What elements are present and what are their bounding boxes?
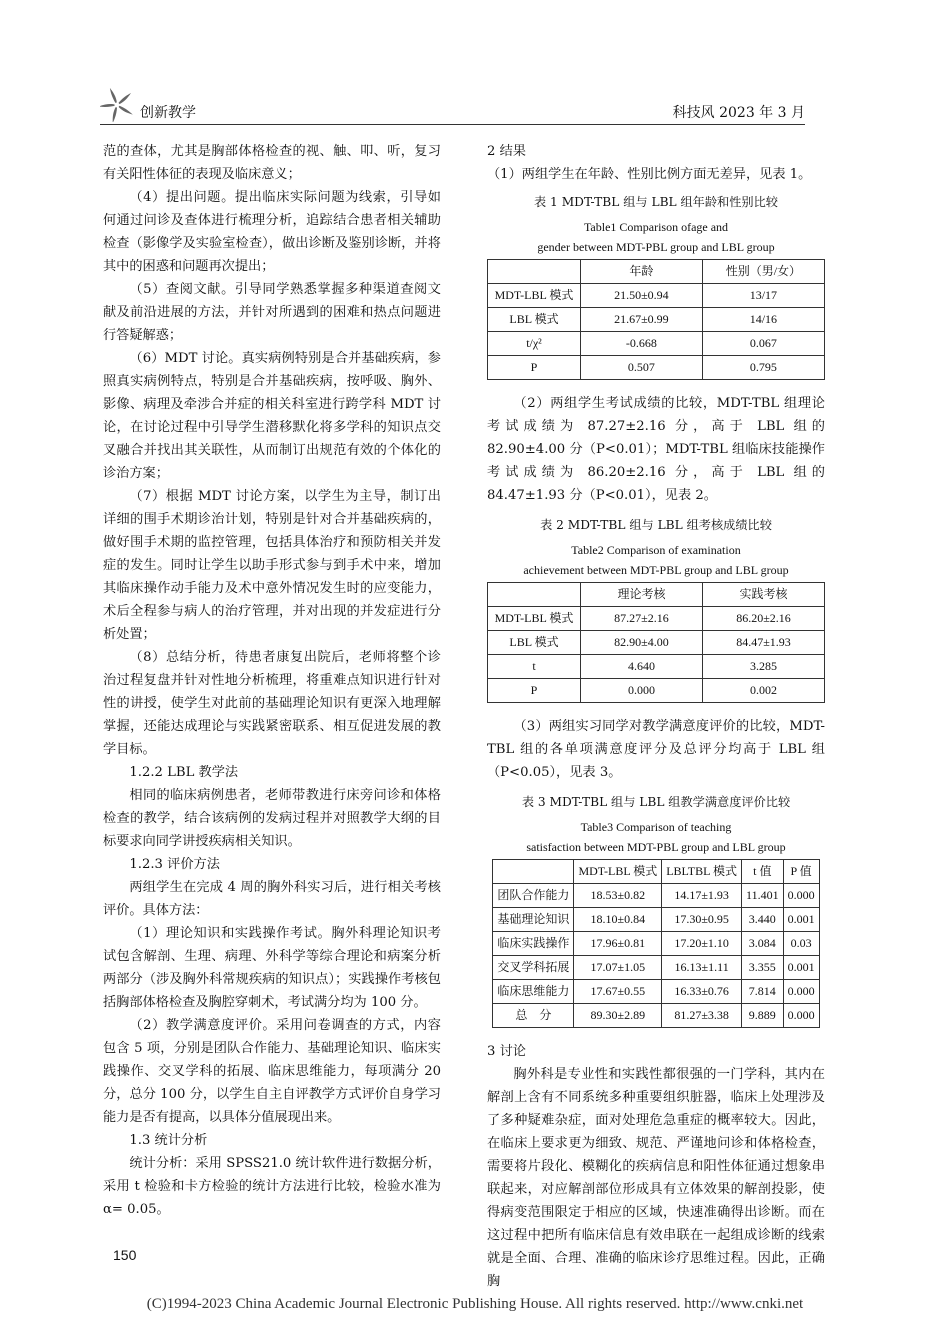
table1-caption: 表 1 MDT-TBL 组与 LBL 组年龄和性别比较: [534, 195, 778, 209]
right-column: [487, 140, 825, 1293]
table-header-row: [488, 583, 825, 607]
left_column-paragraph-0: 范的查体，尤其是胸部体格检查的视、触、叩、听，复习有关阳性体征的表现及临床意义；: [103, 144, 441, 182]
table-cell: 团队合作能力: [493, 884, 574, 908]
table-cell: 总 分: [493, 1004, 574, 1028]
table-header-cell: 性别（男/女）: [702, 260, 824, 284]
page-number: 150: [113, 1247, 137, 1263]
table-cell: 81.27±3.38: [662, 1004, 742, 1028]
table-row: [493, 956, 819, 980]
table-header-cell: [488, 260, 581, 284]
left_column-paragraph-3: （6）MDT 讨论。真实病例特别是合并基础疾病，参照真实病例特点，特别是合并基础疾病，按呼吸、胸外、影像、病理及牵涉合并症的相关科室进行跨学科 MDT 讨论，在讨论过程中引导学生潜移默化将多学科的知识点交叉融合并找出其关联性，从而制订出规范有效的个体化的诊治方案；: [103, 351, 441, 481]
left_column-paragraph-2: （5）查阅文献。引导同学熟悉掌握多种渠道查阅文献及前沿进展的方法，并针对所遇到的困难和热点问题进行答疑解惑；: [103, 282, 441, 343]
table-cell: 0.03: [783, 932, 819, 956]
table-cell: 89.30±2.89: [574, 1004, 662, 1028]
table-cell: 21.67±0.99: [580, 308, 702, 332]
left_column-paragraph-12: 1.3 统计分析: [129, 1133, 208, 1148]
table-cell: 14.17±1.93: [662, 884, 742, 908]
left_column-paragraph-8: 1.2.3 评价方法: [129, 857, 220, 872]
result-paragraph-2: （2）两组学生考试成绩的比较，MDT-TBL 组理论考试成绩为 87.27±2.16 分，高于 LBL 组的 82.90±4.00 分（P<0.01）；MDT-TBL 组临床技能操作考试成绩为 86.20±2.16 分，高于 LBL 组的 84.47±1.93 分（P<0.01），见表 2。: [487, 396, 825, 503]
left_column-paragraph-6: 1.2.2 LBL 教学法: [129, 765, 239, 780]
left_column-paragraph-4: （7）根据 MDT 讨论方案，以学生为主导，制订出详细的围手术期诊治计划，特别是针对合并基础疾病的，做好围手术期的监控管理，包括具体治疗和预防相关并发症的发生。同时让学生以助手形式参与到手术中来，增加其临床操作动手能力及术中意外情况发生时的应变能力，术后全程参与病人的治疗管理，并对出现的并发症进行分析处置；: [103, 489, 441, 642]
page-header: [100, 88, 805, 125]
table-cell: 17.20±1.10: [662, 932, 742, 956]
table-cell: 17.96±0.81: [574, 932, 662, 956]
table-header-cell: MDT-LBL 模式: [574, 860, 662, 884]
table3: [492, 859, 819, 1028]
copyright-footer: (C)1994-2023 China Academic Journal Electronic Publishing House. All rights reserved. http://www.cnki.net: [146, 1296, 804, 1312]
table-cell: MDT-LBL 模式: [488, 607, 581, 631]
section-label: 创新教学: [140, 105, 196, 121]
table-header-row: [488, 260, 825, 284]
table-cell: 基础理论知识: [493, 908, 574, 932]
table-cell: 4.640: [580, 655, 702, 679]
table-cell: 交叉学科拓展: [493, 956, 574, 980]
table-cell: 0.002: [702, 679, 824, 703]
table-header-cell: 年龄: [580, 260, 702, 284]
table-cell: 3.355: [742, 956, 784, 980]
table1-caption-en-1: Table1 Comparison ofage and: [583, 220, 729, 234]
left_column-paragraph-9: 两组学生在完成 4 周的胸外科实习后，进行相关考核评价。具体方法：: [103, 880, 441, 918]
table-cell: 9.889: [742, 1004, 784, 1028]
table-row: [488, 607, 825, 631]
result-paragraph-3: （3）两组实习同学对教学满意度评价的比较，MDT-TBL 组的各单项满意度评分及总评分均高于 LBL 组（P<0.05），见表 3。: [487, 719, 825, 780]
table-row: [493, 908, 819, 932]
table-header-row: [493, 860, 819, 884]
table-cell: 21.50±0.94: [580, 284, 702, 308]
table-cell: 0.067: [702, 332, 824, 356]
table-cell: 11.401: [742, 884, 784, 908]
table-cell: 18.10±0.84: [574, 908, 662, 932]
table-cell: 0.795: [702, 356, 824, 380]
table-cell: 87.27±2.16: [580, 607, 702, 631]
table-header-cell: [488, 583, 581, 607]
table3-caption-en-1: Table3 Comparison of teaching: [580, 820, 732, 834]
table-cell: 16.13±1.11: [662, 956, 742, 980]
table2-caption-en-1: Table2 Comparison of examination: [571, 543, 741, 557]
table-cell: 14/16: [702, 308, 824, 332]
table-cell: 0.000: [580, 679, 702, 703]
left_column-paragraph-11: （2）教学满意度评价。采用问卷调查的方式，内容包含 5 项，分别是团队合作能力、基础理论知识、临床实践操作、交叉学科的拓展、临床思维能力，每项满分 20 分，总分 100 分，以学生自主自评教学方式评价自身学习能力是否有提高，以具体分值展现出来。: [103, 1018, 441, 1125]
table-cell: 3.084: [742, 932, 784, 956]
left_column-paragraph-10: （1）理论知识和实践操作考试。胸外科理论知识考试包含解剖、生理、病理、外科学等综合理论和病案分析两部分（涉及胸外科常规疾病的知识点）；实践操作考核包括胸部体格检查及胸腔穿刺术，考试满分均为 100 分。: [103, 926, 441, 1010]
table-cell: P: [488, 356, 581, 380]
table-cell: 17.07±1.05: [574, 956, 662, 980]
table-cell: LBL 模式: [488, 631, 581, 655]
table3-caption-en-2: satisfaction between MDT-PBL group and LBL group: [526, 840, 786, 854]
table-cell: 0.001: [783, 956, 819, 980]
table-cell: 86.20±2.16: [702, 607, 824, 631]
left_column-paragraph-5: （8）总结分析，待患者康复出院后，老师将整个诊治过程复盘并针对性地分析梳理，将重难点知识进行针对性的讲授，使学生对此前的基础理论知识有更深入地理解掌握，还能达成理论与实践紧密联系、相互促进发展的教学目标。: [103, 650, 441, 757]
table-cell: 0.001: [783, 908, 819, 932]
table-header-cell: 理论考核: [580, 583, 702, 607]
discussion-title: 3 讨论: [487, 1044, 526, 1059]
left_column-paragraph-13: 统计分析：采用 SPSS21.0 统计软件进行数据分析，采用 t 检验和卡方检验的统计方法进行比较，检验水准为α= 0.05。: [103, 1156, 441, 1217]
table-cell: 17.30±0.95: [662, 908, 742, 932]
table-cell: P: [488, 679, 581, 703]
table-cell: 13/17: [702, 284, 824, 308]
table-cell: 84.47±1.93: [702, 631, 824, 655]
table-cell: 0.000: [783, 980, 819, 1004]
table-header-cell: [493, 860, 574, 884]
right_top-paragraph-0: 2 结果: [487, 144, 526, 159]
table-row: [493, 932, 819, 956]
table2-caption-en-2: achievement between MDT-PBL group and LBL group: [523, 563, 789, 577]
table1: [487, 259, 825, 380]
table1-caption-en-2: gender between MDT-PBL group and LBL group: [537, 240, 775, 254]
right_top-paragraph-1: （1）两组学生在年龄、性别比例方面无差异，见表 1。: [487, 167, 812, 182]
table-cell: 18.53±0.82: [574, 884, 662, 908]
table3-caption: 表 3 MDT-TBL 组与 LBL 组教学满意度评价比较: [521, 795, 791, 809]
table-row: [493, 980, 819, 1004]
table-cell: MDT-LBL 模式: [488, 284, 581, 308]
table2-caption: 表 2 MDT-TBL 组与 LBL 组考核成绩比较: [540, 518, 772, 532]
table-header-cell: LBLTBL 模式: [662, 860, 742, 884]
table-header-cell: t 值: [742, 860, 784, 884]
table-cell: 16.33±0.76: [662, 980, 742, 1004]
table-cell: 0.000: [783, 1004, 819, 1028]
table-row: [488, 679, 825, 703]
journal-logo-icon: [100, 88, 134, 122]
table2: [487, 582, 825, 703]
table-cell: 7.814: [742, 980, 784, 1004]
table-cell: 82.90±4.00: [580, 631, 702, 655]
table-row: [488, 631, 825, 655]
table-cell: 0.000: [783, 884, 819, 908]
table-cell: 临床思维能力: [493, 980, 574, 1004]
table-row: [488, 356, 825, 380]
left_column-paragraph-1: （4）提出问题。提出临床实际问题为线索，引导如何通过问诊及查体进行梳理分析，追踪结合患者相关辅助检查（影像学及实验室检查），做出诊断及鉴别诊断，并将其中的困惑和问题再次提出；: [103, 190, 441, 274]
table-row: [488, 332, 825, 356]
table-cell: 3.285: [702, 655, 824, 679]
table-row: [493, 1004, 819, 1028]
table-cell: -0.668: [580, 332, 702, 356]
table-row: [493, 884, 819, 908]
table-cell: LBL 模式: [488, 308, 581, 332]
discussion-paragraph: 胸外科是专业性和实践性都很强的一门学科，其内在解剖上含有不同系统多种重要组织脏器，临床上处理涉及了多种疑难杂症，面对处理危急重症的概率较大。因此，在临床上要求更为细致、规范、严谨地问诊和体格检查，需要将片段化、模糊化的疾病信息和阳性体征通过想象串联起来，对应解剖部位形成具有立体效果的解剖投影，使得病变范围限定于相应的区域，快速准确得出诊断。而在这过程中把所有临床信息有效串联在一起组成诊断的线索就是全面、合理、准确的临床诊疗思维过程。因此，正确胸: [487, 1067, 825, 1289]
table-cell: 临床实践操作: [493, 932, 574, 956]
table-row: [488, 308, 825, 332]
table-header-cell: P 值: [783, 860, 819, 884]
table-row: [488, 284, 825, 308]
table-cell: 17.67±0.55: [574, 980, 662, 1004]
table-cell: 0.507: [580, 356, 702, 380]
table-cell: 3.440: [742, 908, 784, 932]
table-cell: t/χ²: [488, 332, 581, 356]
left_column-paragraph-7: 相同的临床病例患者，老师带教进行床旁问诊和体格检查的教学，结合该病例的发病过程并对照教学大纲的目标要求向同学讲授疾病相关知识。: [103, 788, 441, 849]
table-header-cell: 实践考核: [702, 583, 824, 607]
journal-issue: 科技风 2023 年 3 月: [672, 105, 805, 121]
table-row: [488, 655, 825, 679]
table-cell: t: [488, 655, 581, 679]
left-column: [103, 140, 441, 1221]
